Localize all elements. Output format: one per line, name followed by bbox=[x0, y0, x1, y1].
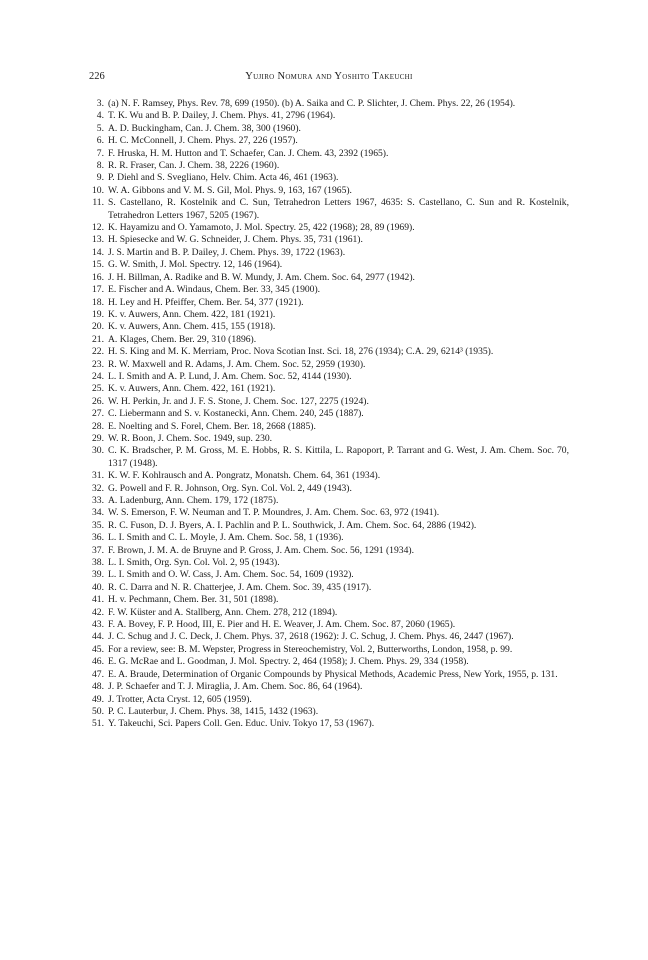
reference-item bbox=[89, 470, 569, 482]
reference-text: W. A. Gibbons and V. M. S. Gil, Mol. Phys. 9, 163, 167 (1965). bbox=[108, 184, 352, 196]
reference-text: R. C. Fuson, D. J. Byers, A. I. Pachlin and P. L. Southwick, J. Am. Chem. Soc. 64, 2886 (1942). bbox=[108, 519, 477, 531]
reference-text: W. R. Boon, J. Chem. Soc. 1949, sup. 230. bbox=[108, 432, 273, 444]
reference-text: G. Powell and F. R. Johnson, Org. Syn. Col. Vol. 2, 449 (1943). bbox=[108, 482, 352, 494]
reference-number: 26. bbox=[92, 395, 104, 407]
reference-number: 46. bbox=[92, 656, 104, 668]
reference-item bbox=[89, 297, 569, 309]
reference-item bbox=[89, 532, 569, 544]
reference-number: 14. bbox=[92, 246, 104, 258]
reference-number: 4. bbox=[96, 110, 104, 122]
reference-text: F. Brown, J. M. A. de Bruyne and P. Gross, J. Am. Chem. Soc. 56, 1291 (1934). bbox=[108, 544, 414, 556]
reference-number: 33. bbox=[92, 495, 104, 506]
reference-number: 11. bbox=[92, 197, 104, 209]
reference-item bbox=[89, 172, 569, 184]
reference-number: 42. bbox=[92, 606, 104, 618]
reference-number: 17. bbox=[92, 284, 104, 296]
reference-text: P. Diehl and S. Svegliano, Helv. Chim. Acta 46, 461 (1963). bbox=[108, 172, 339, 184]
reference-text: K. v. Auwers, Ann. Chem. 422, 161 (1921). bbox=[108, 383, 276, 395]
reference-item bbox=[89, 371, 569, 383]
reference-text: F. Hruska, H. M. Hutton and T. Schaefer, Can. J. Chem. 43, 2392 (1965). bbox=[108, 147, 389, 159]
reference-text: R. R. Fraser, Can. J. Chem. 38, 2226 (1960). bbox=[108, 160, 280, 172]
reference-item bbox=[89, 383, 569, 395]
reference-item bbox=[89, 334, 569, 346]
reference-item bbox=[89, 321, 569, 333]
reference-number: 25. bbox=[92, 383, 104, 395]
reference-item bbox=[89, 631, 569, 643]
reference-number: 9. bbox=[96, 172, 104, 184]
reference-number: 13. bbox=[92, 234, 104, 246]
reference-item bbox=[89, 359, 569, 371]
reference-text: J. Trotter, Acta Cryst. 12, 605 (1959). bbox=[108, 693, 252, 705]
reference-text: A. Klages, Chem. Ber. 29, 310 (1896). bbox=[108, 333, 257, 345]
reference-text: F. A. Bovey, F. P. Hood, III, E. Pier and H. E. Weaver, J. Am. Chem. Soc. 87, 2060 (1965). bbox=[108, 619, 456, 631]
reference-text: K. W. F. Kohlrausch and A. Pongratz, Monatsh. Chem. 64, 361 (1934). bbox=[108, 470, 381, 482]
reference-number: 23. bbox=[92, 358, 104, 370]
reference-number: 50. bbox=[92, 705, 104, 717]
reference-item bbox=[89, 569, 569, 581]
reference-text: For a review, see: B. M. Wepster, Progress in Stereochemistry, Vol. 2, Butterworths, London, 1958, p. 99. bbox=[108, 643, 513, 655]
reference-number: 5. bbox=[96, 122, 104, 134]
page-number: 226 bbox=[89, 71, 105, 82]
reference-item bbox=[89, 656, 569, 668]
reference-item bbox=[89, 694, 569, 706]
reference-text: J. C. Schug and J. C. Deck, J. Chem. Phys. 37, 2618 (1962): J. C. Schug, J. Chem. Phys. 46, 2447 (1967). bbox=[108, 631, 514, 643]
reference-text: H. v. Pechmann, Chem. Ber. 31, 501 (1898). bbox=[108, 594, 279, 606]
reference-text: H. S. King and M. K. Merriam, Proc. Nova Scotian Inst. Sci. 18, 276 (1934); C.A. 29, 6214³ (1935). bbox=[108, 346, 494, 358]
reference-text: L. I. Smith and O. W. Cass, J. Am. Chem. Soc. 54, 1609 (1932). bbox=[108, 569, 354, 581]
reference-number: 32. bbox=[92, 482, 104, 494]
reference-item bbox=[89, 557, 569, 569]
reference-number: 35. bbox=[92, 519, 104, 531]
reference-text: K. Hayamizu and O. Yamamoto, J. Mol. Spectry. 25, 422 (1968); 28, 89 (1969). bbox=[108, 222, 415, 234]
reference-text: H. Spiesecke and W. G. Schneider, J. Chem. Phys. 35, 731 (1961). bbox=[108, 234, 363, 246]
reference-text: H. Ley and H. Pfeiffer, Chem. Ber. 54, 377 (1921). bbox=[108, 296, 304, 308]
reference-number: 44. bbox=[92, 631, 104, 643]
reference-number: 48. bbox=[92, 681, 104, 693]
reference-text: E. Noelting and S. Forel, Chem. Ber. 18, 2668 (1885). bbox=[108, 420, 316, 432]
reference-text: Y. Takeuchi, Sci. Papers Coll. Gen. Educ. Univ. Tokyo 17, 53 (1967). bbox=[108, 718, 375, 730]
running-head-authors: Yujiro Nomura and Yoshito Takeuchi bbox=[245, 71, 413, 82]
reference-text: L. I. Smith, Org. Syn. Col. Vol. 2, 95 (1943). bbox=[108, 557, 280, 569]
reference-item bbox=[89, 185, 569, 197]
reference-item bbox=[89, 669, 569, 681]
reference-item bbox=[89, 594, 569, 606]
reference-text: L. I. Smith and A. P. Lund, J. Am. Chem. Soc. 52, 4144 (1930). bbox=[108, 370, 352, 382]
reference-text: E. Fischer and A. Windaus, Chem. Ber. 33, 345 (1900). bbox=[108, 284, 321, 296]
reference-number: 12. bbox=[92, 222, 104, 234]
reference-item bbox=[89, 619, 569, 631]
reference-number: 15. bbox=[92, 259, 104, 271]
reference-number: 41. bbox=[92, 594, 104, 606]
reference-item bbox=[89, 507, 569, 519]
reference-text: J. H. Billman, A. Radike and B. W. Mundy, J. Am. Chem. Soc. 64, 2977 (1942). bbox=[108, 271, 415, 283]
reference-list bbox=[89, 98, 569, 731]
reference-item bbox=[89, 234, 569, 246]
reference-number: 7. bbox=[96, 147, 104, 159]
reference-item bbox=[89, 98, 569, 110]
reference-number: 24. bbox=[92, 370, 104, 382]
reference-text: R. C. Darra and N. R. Chatterjee, J. Am. Chem. Soc. 39, 435 (1917). bbox=[108, 581, 372, 593]
reference-item bbox=[89, 433, 569, 445]
reference-text: W. H. Perkin, Jr. and J. F. S. Stone, J. Chem. Soc. 127, 2275 (1924). bbox=[108, 395, 369, 407]
reference-item bbox=[89, 148, 569, 160]
reference-text: A. D. Buckingham, Can. J. Chem. 38, 300 (1960). bbox=[108, 122, 301, 134]
reference-text: F. W. Küster and A. Stallberg, Ann. Chem. 278, 212 (1894). bbox=[108, 606, 338, 618]
reference-text: H. C. McConnell, J. Chem. Phys. 27, 226 (1957). bbox=[108, 135, 298, 147]
running-head bbox=[89, 70, 569, 84]
reference-number: 27. bbox=[92, 408, 104, 420]
reference-text: J. P. Schaefer and T. J. Miraglia, J. Am. Chem. Soc. 86, 64 (1964). bbox=[108, 681, 363, 693]
reference-item bbox=[89, 247, 569, 259]
reference-number: 20. bbox=[92, 321, 104, 333]
reference-text: A. Ladenburg, Ann. Chem. 179, 172 (1875). bbox=[108, 495, 279, 506]
reference-number: 36. bbox=[92, 532, 104, 544]
reference-item bbox=[89, 197, 569, 222]
reference-number: 6. bbox=[96, 135, 104, 147]
reference-number: 47. bbox=[92, 668, 104, 680]
reference-item bbox=[89, 272, 569, 284]
reference-item bbox=[89, 545, 569, 557]
reference-number: 40. bbox=[92, 581, 104, 593]
reference-item bbox=[89, 408, 569, 420]
reference-item bbox=[89, 644, 569, 656]
reference-number: 43. bbox=[92, 619, 104, 631]
reference-item bbox=[89, 607, 569, 619]
reference-item bbox=[89, 495, 569, 507]
reference-number: 16. bbox=[92, 271, 104, 283]
reference-item bbox=[89, 284, 569, 296]
reference-number: 18. bbox=[92, 296, 104, 308]
reference-text: T. K. Wu and B. P. Dailey, J. Chem. Phys. 41, 2796 (1964). bbox=[108, 110, 336, 122]
reference-number: 22. bbox=[92, 346, 104, 358]
reference-item bbox=[89, 259, 569, 271]
reference-text: E. G. McRae and L. Goodman, J. Mol. Spectry. 2, 464 (1958); J. Chem. Phys. 29, 334 (1958). bbox=[108, 656, 469, 668]
reference-number: 3. bbox=[96, 98, 104, 109]
reference-item bbox=[89, 123, 569, 135]
reference-text: G. W. Smith, J. Mol. Spectry. 12, 146 (1964). bbox=[108, 259, 283, 271]
reference-number: 31. bbox=[92, 470, 104, 482]
reference-item bbox=[89, 706, 569, 718]
reference-text: K. v. Auwers, Ann. Chem. 415, 155 (1918). bbox=[108, 321, 276, 333]
reference-number: 51. bbox=[92, 718, 104, 730]
reference-item bbox=[89, 309, 569, 321]
reference-item bbox=[89, 160, 569, 172]
reference-number: 29. bbox=[92, 432, 104, 444]
reference-text: E. A. Braude, Determination of Organic Compounds by Physical Methods, Academic Press, New York, 1955, p. 131. bbox=[108, 668, 558, 680]
reference-item bbox=[89, 681, 569, 693]
reference-number: 19. bbox=[92, 308, 104, 320]
reference-item bbox=[89, 222, 569, 234]
reference-item bbox=[89, 346, 569, 358]
reference-item bbox=[89, 421, 569, 433]
reference-text: J. S. Martin and B. P. Dailey, J. Chem. Phys. 39, 1722 (1963). bbox=[108, 246, 346, 258]
reference-number: 45. bbox=[92, 643, 104, 655]
reference-text: (a) N. F. Ramsey, Phys. Rev. 78, 699 (1950). (b) A. Saika and C. P. Slichter, J. Chem. Phys. 22, 26 (1954). bbox=[108, 98, 516, 109]
reference-text: S. Castellano, R. Kostelnik and C. Sun, Tetrahedron Letters 1967, 4635: S. Castellano, C. Sun and R. Kostelnik, Tetrahedron Letters 1967, 5205 (1967). bbox=[108, 197, 569, 221]
reference-item bbox=[89, 135, 569, 147]
reference-number: 38. bbox=[92, 557, 104, 569]
reference-number: 30. bbox=[92, 445, 104, 457]
reference-text: L. I. Smith and C. L. Moyle, J. Am. Chem. Soc. 58, 1 (1936). bbox=[108, 532, 344, 544]
reference-item bbox=[89, 718, 569, 730]
reference-text: R. W. Maxwell and R. Adams, J. Am. Chem. Soc. 52, 2959 (1930). bbox=[108, 358, 366, 370]
reference-number: 28. bbox=[92, 420, 104, 432]
reference-text: W. S. Emerson, F. W. Neuman and T. P. Moundres, J. Am. Chem. Soc. 63, 972 (1941). bbox=[108, 507, 440, 519]
reference-item bbox=[89, 445, 569, 470]
reference-number: 21. bbox=[92, 333, 104, 345]
reference-item bbox=[89, 396, 569, 408]
reference-number: 10. bbox=[92, 184, 104, 196]
reference-item bbox=[89, 582, 569, 594]
reference-text: C. K. Bradscher, P. M. Gross, M. E. Hobbs, R. S. Kittila, L. Rapoport, P. Tarrant and G. West, J. Am. Chem. Soc. 70, 1317 (1948). bbox=[108, 445, 569, 469]
reference-text: K. v. Auwers, Ann. Chem. 422, 181 (1921). bbox=[108, 308, 276, 320]
reference-item bbox=[89, 520, 569, 532]
reference-number: 49. bbox=[92, 693, 104, 705]
reference-item bbox=[89, 483, 569, 495]
reference-number: 39. bbox=[92, 569, 104, 581]
reference-text: P. C. Lauterbur, J. Chem. Phys. 38, 1415, 1432 (1963). bbox=[108, 705, 319, 717]
reference-number: 8. bbox=[96, 160, 104, 172]
reference-item bbox=[89, 110, 569, 122]
reference-number: 37. bbox=[92, 544, 104, 556]
reference-number: 34. bbox=[92, 507, 104, 519]
reference-text: C. Liebermann and S. v. Kostanecki, Ann. Chem. 240, 245 (1887). bbox=[108, 408, 364, 420]
